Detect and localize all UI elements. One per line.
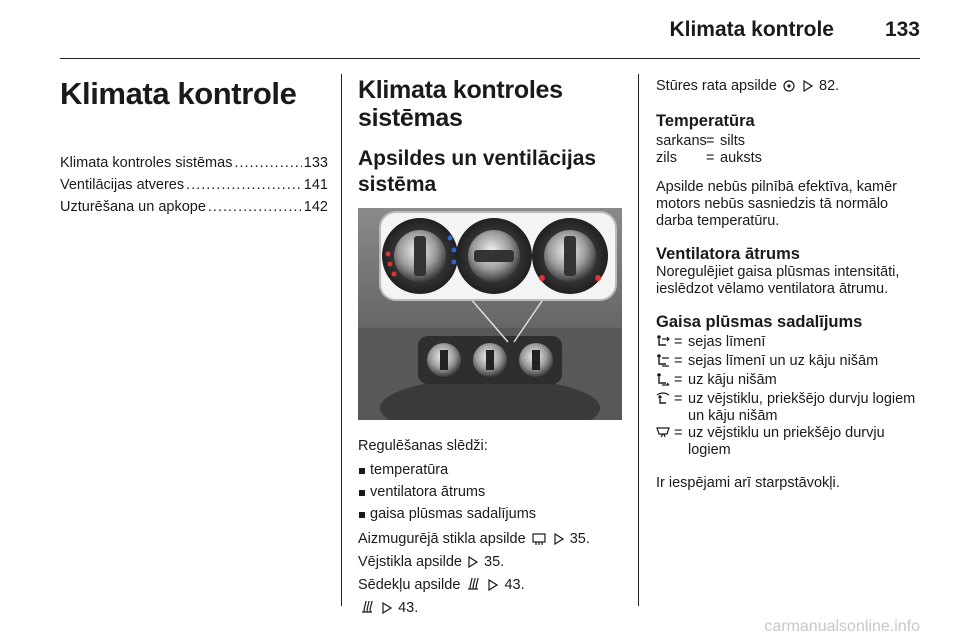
fan-speed-text: Noregulējiet gaisa plūsmas intensitāti, ieslēdzot vēlamo ventilatora ātrumu. [656, 264, 900, 297]
system-column [358, 72, 624, 617]
temperature-note: Apsilde nebūs pilnībā efektīva, kamēr motors nebūs sasniedzis tā normālo darba temperatūru. [656, 179, 897, 229]
settings-column [656, 72, 928, 492]
climate-panel-illustration [358, 208, 622, 420]
page-reference-icon [554, 533, 564, 545]
watermark: carmanualsonline.info [764, 618, 920, 635]
table-of-contents [60, 152, 328, 218]
temperature-legend [656, 133, 928, 167]
face-feet-vent-icon [656, 353, 670, 367]
controls-intro: Regulēšanas slēdži: [358, 438, 488, 454]
toc-entry[interactable]: Uzturēšana un apkope ..... 142 [60, 196, 328, 218]
legend-row: = sejas līmenī un uz kāju nišām [656, 353, 928, 372]
feet-vent-icon [656, 372, 670, 386]
closing-note: Ir iespējami arī starpstāvokļi. [656, 475, 840, 491]
section-title: Klimata kontroles sistēmas [358, 76, 563, 132]
climate-control-photo [358, 208, 622, 420]
windscreen-heating: Vējstikla apsilde 35. [358, 554, 505, 570]
page-reference-icon [468, 556, 478, 568]
seat-heating-icon [360, 600, 374, 614]
list-item: temperatūra [358, 459, 624, 481]
legend-row: sarkans = silts [656, 133, 745, 149]
running-title: Klimata kontrole [669, 18, 834, 41]
fan-speed-heading: Ventilatora ātrums [656, 245, 800, 263]
seat-heating: Sēdekļu apsilde 43. [358, 577, 525, 593]
air-distribution-heading: Gaisa plūsmas sadalījums [656, 313, 863, 331]
air-distribution-legend [656, 334, 928, 459]
legend-row: zils = auksts [656, 150, 762, 166]
rear-window-heating-icon [532, 533, 546, 545]
page-reference-icon [803, 80, 813, 92]
windscreen-vent-icon [656, 425, 670, 439]
subsection-title: Apsildes un ventilācijas sistēma [358, 147, 597, 196]
steering-wheel-heating-icon [783, 80, 795, 92]
column-divider-right [638, 74, 639, 606]
page-reference-icon [382, 602, 392, 614]
page-number: 133 [884, 18, 920, 41]
steering-wheel-heating: Stūres rata apsilde 82. [656, 78, 840, 94]
legend-row: = uz vējstiklu, priekšējo durvju logiem un kāju nišām [656, 391, 928, 425]
seat-heating-icon [466, 577, 480, 591]
legend-row: = sejas līmenī [656, 334, 928, 353]
list-item: gaisa plūsmas sadalījums [358, 503, 624, 525]
header-rule [60, 58, 920, 59]
seat-heating-icon-reference: 43. [358, 600, 624, 617]
running-header [60, 18, 920, 48]
column-divider-left [341, 74, 342, 606]
chapter-title: Klimata kontrole [60, 76, 297, 111]
chapter-column [60, 72, 328, 218]
temperature-heading: Temperatūra [656, 112, 755, 130]
windscreen-feet-vent-icon [656, 391, 670, 405]
toc-entry[interactable]: Klimata kontroles sistēmas ..... 133 [60, 152, 328, 174]
legend-row: = uz kāju nišām [656, 372, 928, 391]
rear-window-heating: Aizmugurējā stikla apsilde 35. [358, 531, 590, 547]
toc-entry[interactable]: Ventilācijas atveres ..... 141 [60, 174, 328, 196]
face-vent-icon [656, 334, 670, 348]
list-item: ventilatora ātrums [358, 481, 624, 503]
legend-row: = uz vējstiklu un priekšējo durvju logiem [656, 425, 928, 459]
page-reference-icon [488, 579, 498, 591]
controls-list [358, 459, 624, 525]
